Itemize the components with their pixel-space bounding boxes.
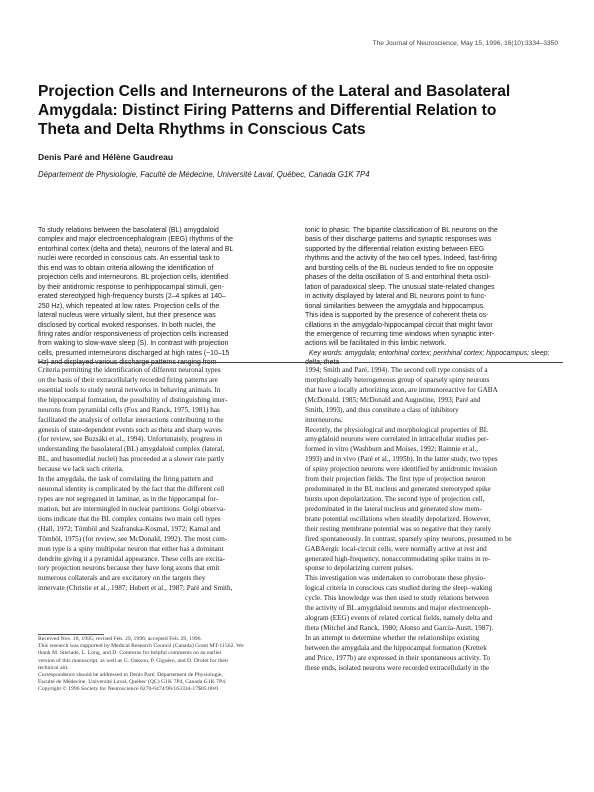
abstract-line: firing rates and/or responsiveness of projection cells increased xyxy=(38,330,229,338)
body-line: predominated in the BL nucleus and generated stereotyped spike xyxy=(305,485,491,494)
body-line: tory projection neurons because they have long axons that emit xyxy=(38,564,220,573)
title-line: Theta and Delta Rhythms in Conscious Cats xyxy=(38,121,366,138)
footnote-line: Correspondence should be addressed to Denis Paré, Département de Physiologie, xyxy=(38,672,223,679)
footnote-line: Faculté de Médecine, Université Laval, Québec (QC) G1K 7P4, Canada G1K 7P4. xyxy=(38,679,227,686)
body-line: these ends, isolated neurons were recorded extracellularly in the xyxy=(305,663,490,672)
footnote-line: This research was supported by Medical Research Council (Canada) Grant MT-11562. We xyxy=(38,643,244,650)
body-line: numerous collaterals and are excitatory on the targets they xyxy=(38,574,206,583)
body-line: types are not segregated in laminae, as in the hippocampal for- xyxy=(38,494,219,503)
body-line: fired spontaneously. In contrast, sparsely spiny neurons, presumed to be xyxy=(305,534,512,543)
body-line: understanding the basolateral (BL) amygdaloid complex (lateral, xyxy=(38,445,225,454)
abstract-line: this end was to obtain criteria allowing the identification of xyxy=(38,264,214,272)
body-line: Smith, 1993), and thus constitute a class of inhibitory xyxy=(305,405,459,414)
body-line: neurons from pyramidal cells (Fox and Ranck, 1975, 1981) has xyxy=(38,405,220,414)
body-line: Tömböl, 1975) (for review, see McDonald, 1992). The most com- xyxy=(38,534,228,543)
body-line: on the basis of their extracellularly recorded firing patterns are xyxy=(38,375,218,384)
body-line: alogram (EEG) events of related cortical fields, namely delta and xyxy=(305,614,493,623)
footnote-line: technical aid. xyxy=(38,664,69,671)
body-line: (Hall, 1972; Tömböl and Szafranska-Kosmal, 1972; Kamal and xyxy=(38,524,221,533)
footnote-line: thank M. Steriade, L. Long, and D. Contreras for helpful comments on an earlier xyxy=(38,650,222,657)
body-line: the hippocampal formation, the possibility of distinguishing inter- xyxy=(38,395,228,404)
keywords-text: amygdala; entorhinal cortex; perirhinal cortex; hippocampus; sleep; delta; theta xyxy=(305,349,550,367)
body-line: and Price, 1977b) are expressed in their spontaneous activity. To xyxy=(305,653,491,662)
abstract-line: nuclei were recorded in conscious cats. An essential task to xyxy=(38,255,220,263)
abstract-line: cells, presumed interneurons discharged at high rates (~10–15 xyxy=(38,349,230,357)
body-line: from their projection fields. The first type of projection neuron xyxy=(305,475,486,484)
abstract-line: Hz) and displayed various discharge patterns ranging from xyxy=(38,359,217,367)
footnote-line: Received Nov. 18, 1995; revised Feb. 29, 1996; accepted Feb. 29, 1996. xyxy=(38,636,202,642)
footnote-line: Copyright © 1996 Society for Neuroscience 0270-6474/96/163334-17$05.00/0 xyxy=(38,686,219,693)
abstract-line: tional similarities between the amygdala and hippocampus. xyxy=(305,302,486,310)
abstract-line: the emergence of recurring time windows when synaptic inter- xyxy=(305,330,495,338)
body-line: Criteria permitting the identification of different neuronal types xyxy=(38,366,221,374)
body-line: mation, but are intermingled in nuclear partitions. Golgi observa- xyxy=(38,504,226,513)
body-left-column xyxy=(38,366,296,594)
title-line: Amygdala: Distinct Firing Patterns and Differential Relation to xyxy=(38,102,497,119)
body-line: Recently, the physiological and morphological properties of BL xyxy=(305,425,489,434)
abstract-right-lines xyxy=(305,226,561,349)
abstract-line: lation of paradoxical sleep. The unusual state-related changes xyxy=(305,283,495,291)
abstract-line: This idea is supported by the presence of coherent theta os- xyxy=(305,312,489,320)
abstract-line: lateral nucleus were virtually silent, but their presence was xyxy=(38,312,216,320)
footnote-divider xyxy=(38,634,104,635)
body-line: the activity of BL amygdaloid neurons and major electroenceph- xyxy=(305,604,491,613)
abstract-line: phases of the delta oscillation of S and entorhinal theta oscil- xyxy=(305,274,491,282)
body-line: interneurons. xyxy=(305,415,343,424)
abstract-line: in activity displayed by lateral and BL neurons point to func- xyxy=(305,293,487,301)
abstract-line: by their antidromic response to perihippocampal stimuli, gen- xyxy=(38,283,224,291)
article-title xyxy=(38,82,563,139)
abstract-line: and bursting cells of the BL nucleus tended to fire on opposite xyxy=(305,264,494,272)
body-line: brane potential oscillations when steadily depolarized. However, xyxy=(305,514,491,523)
body-line: innervate (Christie et al., 1987; Hubert et al., 1987; Paré and Smith, xyxy=(38,584,233,593)
abstract-line: 250 Hz), which repeated at low rates. Projection cells of the xyxy=(38,302,220,310)
body-line: theta (Mitchel and Ranck, 1980; Alonso and García-Austt, 1987). xyxy=(305,623,494,632)
abstract-line: complex and major electroencephalogram (EEG) rhythms of the xyxy=(38,236,233,244)
body-line: GABAergic local-circuit cells, were normally active at rest and xyxy=(305,544,487,553)
abstract-left-column xyxy=(38,226,294,368)
abstract-line: disclosed by cortical evoked responses. In both nuclei, the xyxy=(38,321,216,329)
body-right-column xyxy=(305,366,563,674)
body-line: amygdaloid neurons were correlated in intracellular studies per- xyxy=(305,435,489,444)
title-line: Projection Cells and Interneurons of the Lateral and Basolateral xyxy=(38,83,511,100)
abstract-line: actions will be facilitated in this limbic network. xyxy=(305,340,447,348)
keywords xyxy=(305,349,561,368)
body-line: In an attempt to determine whether the relationships existing xyxy=(305,633,480,642)
body-line: neuronal identity is complicated by the fact that the different cell xyxy=(38,485,225,494)
abstract-line: rhythms and the activity of the two cell types. Indeed, fast-firing xyxy=(305,255,497,263)
body-line: sponse to depolarizing current pulses. xyxy=(305,564,414,573)
body-line: genesis of state-dependent events such as theta and sharp waves xyxy=(38,425,222,434)
body-line: essential tools to study neural networks in behaving animals. In xyxy=(38,385,221,394)
abstract-line: basis of their discharge patterns and synaptic responses was xyxy=(305,236,492,244)
abstract-line: erated stereotyped high-frequency bursts (2–4 spikes at 140– xyxy=(38,293,226,301)
body-line: (for review, see Buzsáki et al., 1994). Unfortunately, progress in xyxy=(38,435,223,444)
body-line: of spiny projection neurons were identified by antidromic invasion xyxy=(305,465,498,474)
body-line: their resting membrane potential was so negative that they rarely xyxy=(305,524,492,533)
body-line: (McDonald, 1985; McDonald and Augustine, 1993; Paré and xyxy=(305,395,481,404)
body-line: formed in vitro (Washburn and Moises, 1992; Rainnie et al., xyxy=(305,445,479,454)
authors: Denis Paré and Hélène Gaudreau xyxy=(38,152,174,162)
journal-header: The Journal of Neuroscience, May 15, 1996, 16(10):3334–3350 xyxy=(372,40,558,47)
abstract-line: To study relations between the basolateral (BL) amygdaloid xyxy=(38,227,219,234)
abstract-line: projection cells and interneurons. BL projection cells, identified xyxy=(38,274,229,282)
abstract-line: from waking to slow-wave sleep (S). In contrast with projection xyxy=(38,340,229,348)
body-line: logical criteria in conscious cats studied during the sleep–waking xyxy=(305,584,493,593)
body-line: morphologically heterogeneous group of sparsely spiny neurons xyxy=(305,375,490,384)
body-line: 1994; Smith and Paré, 1994). The second cell type consists of a xyxy=(305,366,488,374)
abstract-right-column xyxy=(305,226,561,368)
body-line: because we lack such criteria. xyxy=(38,465,124,474)
abstract-divider xyxy=(38,362,563,363)
body-line: mon type is a spiny multipolar neuron that either has a dominant xyxy=(38,544,224,553)
affiliation: Département de Physiologie, Faculté de Médecine, Université Laval, Québec, Canada G1K 7P4 xyxy=(38,170,370,179)
body-line: BL, and basomedial nuclei) has proceeded at a slower rate partly xyxy=(38,455,225,464)
footnote-line: version of this manuscript, as well as G. Oakson, P. Giguère, and D. Drolet for their xyxy=(38,657,229,664)
keywords-label: Key words: xyxy=(308,349,343,357)
body-line: generated high-frequency, nonaccommodating spike trains in re- xyxy=(305,554,491,563)
body-line: cycle. This knowledge was then used to study relations between xyxy=(305,594,489,603)
abstract-line: entorhinal cortex (delta and theta), neurons of the lateral and BL xyxy=(38,245,234,253)
body-line: that have a locally arborizing axon, are immunoreactive for GABA xyxy=(305,385,498,394)
abstract-line: supported by the differential relation existing between EEG xyxy=(305,245,485,253)
body-line: between the amygdala and the hippocampal formation (Krettek xyxy=(305,643,487,652)
body-line: tions indicate that the BL complex contains two main cell types xyxy=(38,514,221,523)
body-line: In the amygdala, the task of correlating the firing pattern and xyxy=(38,475,214,484)
body-line: bursts upon depolarization. The second type of projection cell, xyxy=(305,494,485,503)
abstract-line: cillations in the amygdalo-hippocampal circuit that might favor xyxy=(305,321,493,329)
body-line: predominated in the lateral nucleus and generated slow mem- xyxy=(305,504,482,513)
footnotes xyxy=(38,636,296,694)
body-line: facilitated the analysis of cellular interactions contributing to the xyxy=(38,415,224,424)
body-line: 1993) and in vivo (Paré et al., 1995b). In the latter study, two types xyxy=(305,455,498,464)
abstract-line: tonic to phasic. The bipartite classification of BL neurons on the xyxy=(305,227,498,234)
body-line: dendrite giving it a pyramidal appearance. These cells are excita- xyxy=(38,554,226,563)
body-line: This investigation was undertaken to corroborate these physio- xyxy=(305,574,486,583)
